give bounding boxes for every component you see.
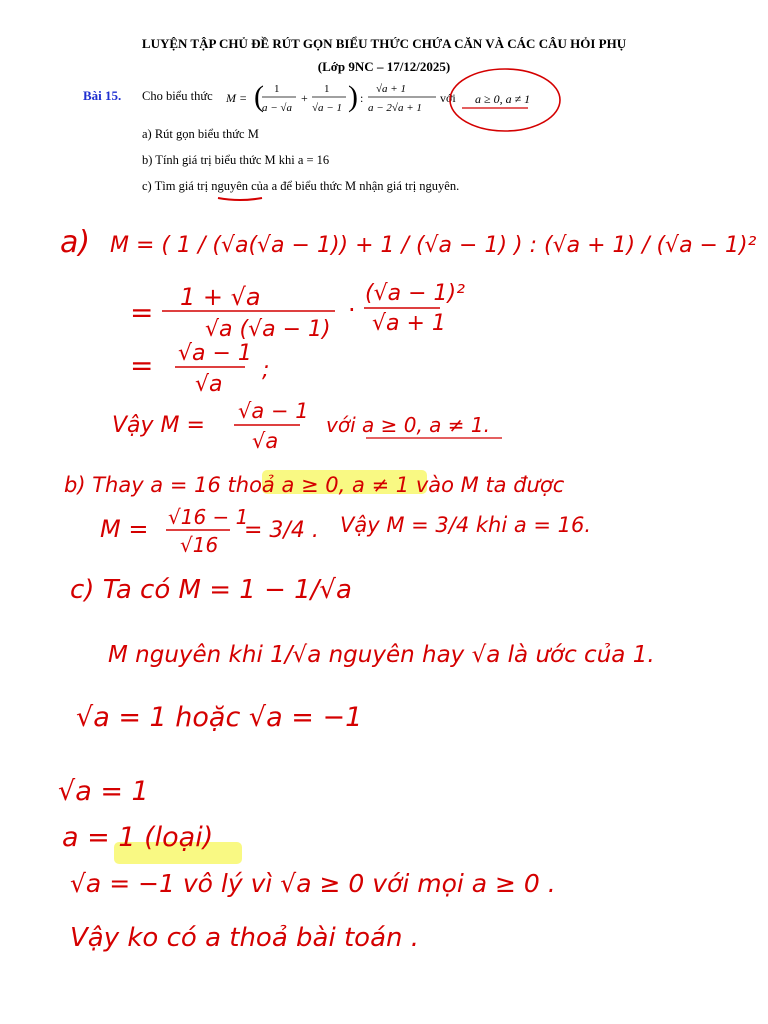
- formula-lhs: M =: [226, 91, 248, 105]
- hw-a-conclusion-prefix: Vậy M =: [112, 413, 205, 438]
- divide-sign: :: [360, 91, 364, 105]
- condition-text: a ≥ 0, a ≠ 1: [475, 92, 531, 106]
- hw-a-conclusion-den: √a: [252, 429, 279, 453]
- with-word: với: [440, 91, 456, 105]
- hw-a-line2-num: 1 + √a: [180, 283, 261, 311]
- task-c: c) Tìm giá trị nguyên của a để biểu thức M nhận giá trị nguyên.: [142, 179, 460, 193]
- hw-c-line3: √a = 1 hoặc √a = −1: [76, 702, 363, 733]
- hw-a-line3-den: √a: [195, 372, 223, 397]
- hw-b-frac-num: √16 − 1: [168, 505, 249, 529]
- nguyen-underline: [218, 198, 262, 200]
- frac3-numerator: √a + 1: [376, 83, 406, 95]
- hw-a-line3-num: √a − 1: [178, 341, 252, 366]
- condition-circle: [450, 69, 560, 131]
- problem-intro: Cho biểu thức: [142, 89, 213, 103]
- hw-a-line2-rnum: (√a − 1)²: [365, 281, 465, 306]
- hw-c-line2: M nguyên khi 1/√a nguyên hay √a là ước của 1.: [108, 642, 655, 668]
- page-subtitle: (Lớp 9NC – 17/12/2025): [317, 59, 451, 74]
- hw-b-result: = 3/4 .: [244, 518, 319, 543]
- frac1-numerator: 1: [274, 83, 280, 95]
- hw-b-line2-prefix: M =: [100, 515, 149, 543]
- hw-c-line7: Vậy ko có a thoả bài toán .: [70, 923, 420, 953]
- problem-label: Bài 15.: [83, 88, 122, 103]
- plus-sign: +: [301, 91, 308, 105]
- hw-c-line5: a = 1 (loại): [62, 822, 214, 853]
- hw-a-line1: M = ( 1 / (√a(√a − 1)) + 1 / (√a − 1) ) : (√a + 1) / (√a − 1)²: [110, 233, 757, 258]
- frac2-numerator: 1: [324, 83, 330, 95]
- hw-a-conclusion-suffix: với a ≥ 0, a ≠ 1.: [326, 413, 490, 437]
- hw-b-conclusion: Vậy M = 3/4 khi a = 16.: [340, 513, 592, 537]
- formula-open-paren: (: [254, 80, 264, 113]
- hw-a-conclusion-num: √a − 1: [238, 399, 309, 423]
- hw-a-line2-den: √a (√a − 1): [205, 317, 331, 342]
- task-a: a) Rút gọn biểu thức M: [142, 127, 259, 141]
- frac2-denominator: √a − 1: [312, 102, 342, 114]
- hw-a-line2-rden: √a + 1: [372, 311, 446, 336]
- hw-c-line4: √a = 1: [58, 776, 149, 807]
- hw-b-frac-den: √16: [180, 533, 219, 557]
- hw-b-line1: b) Thay a = 16 thoả a ≥ 0, a ≠ 1 vào M ta được: [64, 473, 565, 497]
- hw-a-equals-1: =: [130, 296, 154, 329]
- hw-a-dot: ·: [348, 296, 356, 324]
- hw-c-line1: c) Ta có M = 1 − 1/√a: [70, 575, 352, 605]
- hw-a-semicolon: ;: [262, 358, 270, 383]
- task-b: b) Tính giá trị biểu thức M khi a = 16: [142, 153, 330, 167]
- hw-a-equals-2: =: [130, 349, 154, 382]
- page-title: LUYỆN TẬP CHỦ ĐỀ RÚT GỌN BIỂU THỨC CHỨA CĂN VÀ CÁC CÂU HỎI PHỤ: [141, 36, 627, 51]
- hw-a-label: a): [60, 225, 91, 260]
- frac3-denominator: a − 2√a + 1: [368, 102, 422, 114]
- frac1-denominator: a − √a: [262, 102, 292, 114]
- formula-close-paren: ): [348, 80, 358, 113]
- hw-c-line6: √a = −1 vô lý vì √a ≥ 0 với mọi a ≥ 0 .: [70, 869, 556, 898]
